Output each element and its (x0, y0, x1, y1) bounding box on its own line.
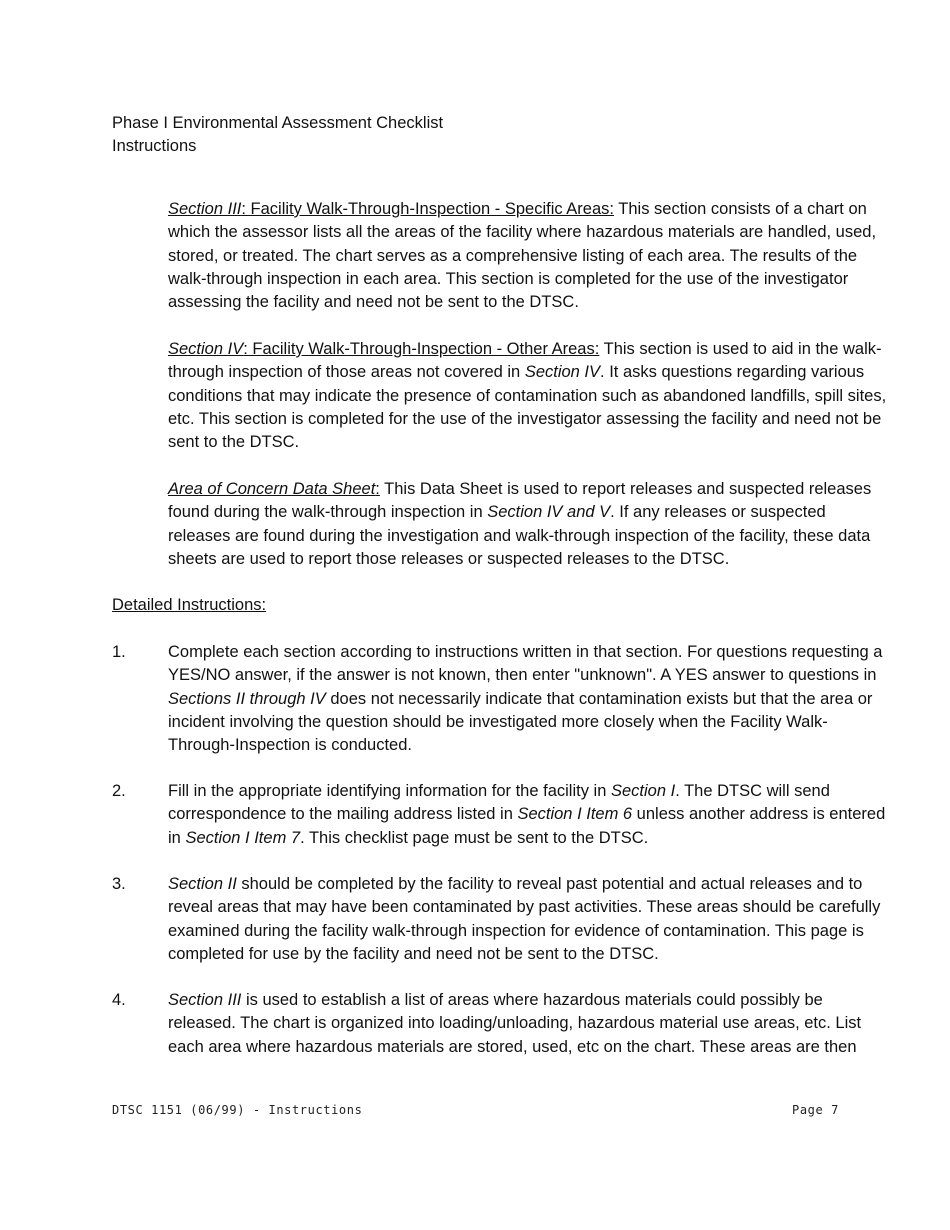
instruction-item-3 (112, 873, 888, 966)
item-number: 3. (112, 875, 126, 893)
item-body: Section II should be completed by the facility to reveal past potential and actual releases and to reveal areas that may have been contaminated by past activities. These areas should be carefully examined during the facility walk-through inspection for evidence of contamination. This page is completed for use by the facility and need not be sent to the DTSC. (168, 875, 881, 963)
area-of-concern-label: Area of Concern Data Sheet: (168, 480, 380, 498)
section-iii-label: Section III: Facility Walk-Through-Inspection - Specific Areas: (168, 200, 614, 218)
area-of-concern-reference: Section IV and V (487, 503, 611, 522)
section-iv-reference: Section IV (524, 363, 601, 382)
detailed-instructions-heading: Detailed Instructions: (112, 596, 267, 614)
document-header (112, 112, 443, 159)
footer-form-id: DTSC 1151 (06/99) - Instructions (112, 1103, 363, 1117)
instruction-item-4 (112, 989, 888, 1059)
area-of-concern-description (168, 478, 888, 571)
instruction-item-1 (112, 641, 888, 757)
document-subtitle: Instructions (112, 137, 197, 156)
area-of-concern-text-a: This Data Sheet is used to report releases and suspected releases found during the walk-through inspection in (168, 480, 872, 522)
item-body: Fill in the appropriate identifying information for the facility in Section I. The DTSC will send correspondence to the mailing address listed in Section I Item 6 unless another address is entered in Section I Item 7. This checklist page must be sent to the DTSC. (168, 782, 886, 847)
section-iv-description (168, 338, 888, 454)
section-iii-text: This section consists of a chart on which the assessor lists all the areas of the facility where hazardous materials are handled, used, stored, or treated. The chart serves as a comprehensive listing of each area. The results of the walk-through inspection in each area. This section is completed for the use of the investigator assessing the facility and need not be sent to the DTSC. (168, 200, 877, 312)
item-number: 2. (112, 782, 126, 800)
item-body: Complete each section according to instructions written in that section. For questions requesting a YES/NO answer, if the answer is not known, then enter "unknown". A YES answer to questions in Sections II through IV does not necessarily indicate that contamination exists but that the area or incident involving the question should be investigated more closely when the Facility Walk-Through-Inspection is conducted. (168, 643, 883, 755)
section-iv-label: Section IV: Facility Walk-Through-Inspection - Other Areas: (168, 340, 600, 358)
item-number: 1. (112, 643, 126, 661)
section-iv-text-b: . It asks questions regarding various conditions that may indicate the presence of contamination such as abandoned landfills, spill sites, etc. This section is completed for the use of the investigator assessing the facility and need not be sent to the DTSC. (168, 363, 887, 452)
item-body: Section III is used to establish a list of areas where hazardous materials could possibly be released. The chart is organized into loading/unloading, hazardous material use areas, etc. List each area where hazardous materials are stored, used, etc on the chart. These areas are then (168, 991, 862, 1056)
item-number: 4. (112, 991, 126, 1009)
document-title: Phase I Environmental Assessment Checklist (112, 114, 444, 132)
footer-page-number: Page 7 (792, 1103, 839, 1117)
area-of-concern-text-b: . If any releases or suspected releases are found during the investigation and walk-through inspection of the facility, these data sheets are used to report those releases or suspected releases to the DTSC. (168, 503, 871, 568)
section-iii-description (168, 198, 888, 314)
instruction-item-2 (112, 780, 888, 850)
section-iv-text-a: This section is used to aid in the walk-through inspection of those areas not covered in (168, 340, 882, 382)
